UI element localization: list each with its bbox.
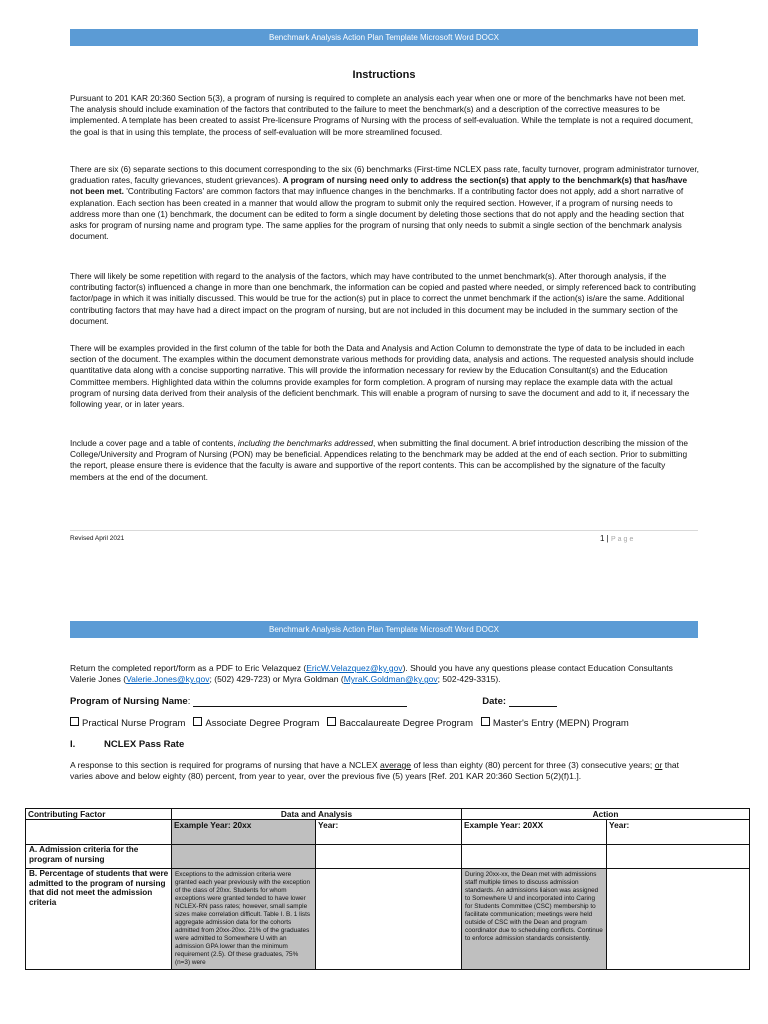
paragraph-2-start: There are six (6) separate sections to this document corresponding to the six (6) benchmarks (First-time NCLEX pass rate, faculty turnover, program administrator turnover, graduation rates, faculty grievances, student grievances). <box>70 164 699 186</box>
program-type-options <box>70 717 629 729</box>
program-name-field[interactable] <box>193 696 407 707</box>
footer-divider <box>70 530 698 531</box>
page-word: Page <box>610 536 636 543</box>
response-underline-or: or <box>654 760 663 770</box>
row-b-example-action[interactable]: During 20xx-xx, the Dean met with admissions staff multiple times to discuss admission standards. An admissions liaison was assigned to Somewhere U and incorporated into Caring for Students Committee (CSC) membership to facilitate communication; meetings were held outside of CSC with the Dean and program coordinator due to scheduling conflicts. Continue to enforce admission standards consistently. <box>462 869 607 970</box>
row-b-year-data[interactable] <box>316 869 462 970</box>
subheader-example-year-data: Example Year: 20xx <box>172 820 316 845</box>
row-a-example-action[interactable] <box>462 845 607 869</box>
row-b-year-action[interactable] <box>607 869 750 970</box>
return-text-4: ; 502-429-3315). <box>437 674 501 685</box>
factor-b: B. Percentage of students that were admitted to the program of nursing that did not meet the admission criteria <box>26 869 172 970</box>
checkbox-baccalaureate-degree[interactable] <box>327 717 336 726</box>
program-name-label: Program of Nursing Name <box>70 696 188 707</box>
row-a-year-data[interactable] <box>316 845 462 869</box>
col-data-and-analysis: Data and Analysis <box>172 809 462 820</box>
response-text-3: that varies above and below eighty (80) percent, from year to year, over the previous five (5) years [Ref. 201 KAR 20:360 Section 5(2)(f)1.]. <box>70 760 680 782</box>
paragraph-5-end: , when submitting the final document. A brief introduction describing the mission of the College/University and Program of Nursing (PON) may be beneficial. Appendices relating to the benchmark may be added at the end of each section. Prior to submitting the report, please ensure there is evidence that the faculty is aware and supportive of the report contents. This can be accomplished by the signature of the faculty members at the end of the document. <box>70 438 689 482</box>
option-baccalaureate-degree: Baccalaureate Degree Program <box>339 718 473 729</box>
email-link-velazquez[interactable]: EricW.Velazquez@ky.gov <box>306 663 403 673</box>
checkbox-practical-nurse[interactable] <box>70 717 79 726</box>
table-row <box>26 869 750 970</box>
instructions-paragraph-4: There will be examples provided in the first column of the table for both the Data and Analysis and Action Column to demonstrate the type of data to be included in each section of the document. The examples within the document demonstrate various methods for providing data, analysis and actions. The requested analysis should include quantitative data along with a concise supporting narrative. This will provide the information necessary for review by the Education Consultant(s) and the Education Committee members. Highlighted data within the columns provide examples for form completion. A program of nursing may replace the example data with the actual program of nursing data derived from their analysis of the deficient benchmark. This will enable a program of nursing to save the document and add to it, if necessary the following year, or in later years. <box>70 343 694 410</box>
subheader-example-year-action: Example Year: 20XX <box>462 820 607 845</box>
return-text-3: ; (502) 429-723) or Myra Goldman ( <box>209 674 344 685</box>
paragraph-5-start: Include a cover page and a table of contents, <box>70 438 238 448</box>
row-a-example-data[interactable] <box>172 845 316 869</box>
subheader-year-action: Year: <box>607 820 750 845</box>
table-header-row <box>26 809 750 820</box>
section-response-text <box>70 760 700 783</box>
date-field[interactable] <box>509 696 557 707</box>
return-instructions <box>70 663 700 685</box>
section-title: NCLEX Pass Rate <box>104 739 185 750</box>
header-banner-page-2: Benchmark Analysis Action Plan Template Microsoft Word DOCX <box>70 621 698 638</box>
response-underline-average: average <box>380 760 412 770</box>
checkbox-masters-entry[interactable] <box>481 717 490 726</box>
instructions-paragraph-5 <box>70 438 700 483</box>
program-name-colon: : <box>187 696 193 707</box>
table-subheader-row <box>26 820 750 845</box>
section-heading <box>70 739 184 750</box>
subheader-year-data: Year: <box>316 820 462 845</box>
instructions-paragraph-3: There will likely be some repetition with regard to the analysis of the factors, which may have contributed to the unmet benchmark(s). After thorough analysis, if the contributing factor(s) influenced a change in more than one benchmark, the information can be copied and pasted where needed, or simply referenced back to contributing factor/page in which it was initially discussed. This would be true for the action(s) put in place to correct the unmet benchmark if the action(s) is/are the same. Additional contributing factors that may have had a direct impact on the program of nursing, but are not included in this document may be included in the summary section of the document. <box>70 271 696 326</box>
email-link-goldman[interactable]: MyraK.Goldman@ky.gov <box>343 674 438 685</box>
col-action: Action <box>462 809 750 820</box>
page-title: Instructions <box>352 69 416 81</box>
header-banner: Benchmark Analysis Action Plan Template Microsoft Word DOCX <box>70 29 698 46</box>
table-row <box>26 845 750 869</box>
page-number: 1 <box>600 534 605 543</box>
response-text-1: A response to this section is required for programs of nursing that have a NCLEX <box>70 760 381 770</box>
return-text-2: ). Should you have any questions please contact Education Consultants Valerie Jones ( <box>70 663 673 685</box>
program-name-row <box>70 696 557 707</box>
checkbox-associate-degree[interactable] <box>193 717 202 726</box>
section-number: I. <box>70 739 76 750</box>
instructions-paragraph-1: Pursuant to 201 KAR 20:360 Section 5(3), a program of nursing is required to complete an analysis each year when one or more of the benchmarks have not been met. The analysis should include examination of the factors that contributed to the failure to meet the benchmark(s) and a description of the corrective measures to be implemented. A template has been created to assist Pre-licensure Programs of Nursing with the process of self-evaluation. While the template is not a required document, the goal is that in using this template, the process of self-evaluation will be more streamlined focused. <box>70 93 694 137</box>
option-practical-nurse: Practical Nurse Program <box>82 718 186 729</box>
subheader-empty <box>26 820 172 845</box>
factor-a: A. Admission criteria for the program of nursing <box>26 845 172 869</box>
col-contributing-factor: Contributing Factor <box>26 809 172 820</box>
row-b-example-data[interactable]: Exceptions to the admission criteria were granted each year previously with the exception of the class of 20xx. Students for whom exceptions were granted tended to have lower NCLEX-RN pass rates; however, small sample sizes make correlation difficult. Table I. B. 1 lists aggregate admission data for the cohorts admitted from 20xx-20xx. 21% of the graduates were admitted to Somewhere U with an admission GPA lower than the minimum requirement (2.5). Of these graduates, 75% (n=3) were <box>172 869 316 970</box>
response-text-2: of less than eighty (80) percent for three (3) consecutive years; <box>411 760 655 770</box>
return-text-1: Return the completed report/form as a PDF to Eric Velazquez ( <box>70 663 307 673</box>
paragraph-2-end: 'Contributing Factors' are common factors that may influence changes in the benchmarks. If a contributing factor does not apply, add a short narrative of explanation. Each section has been created in a manner that would allow the program to submit only the required section. However, if a program of nursing needs to address more than one (1) benchmark, the document can be edited to form a single document by deleting those sections that do not apply and the heading section that asks for program of nursing name and program type. The same applies for the program of nursing that only needs to submit a single section of the benchmark analysis document. <box>70 186 684 242</box>
footer-revised-date: Revised April 2021 <box>70 535 125 542</box>
row-a-year-action[interactable] <box>607 845 750 869</box>
instructions-paragraph-2 <box>70 164 700 242</box>
email-link-jones[interactable]: Valerie.Jones@ky.gov <box>126 674 210 685</box>
paragraph-2-bold: A program of nursing need only to address the section(s) that apply to the benchmark(s) that has/have not been met. <box>70 175 688 197</box>
date-label: Date: <box>482 696 507 707</box>
option-masters-entry: Master's Entry (MEPN) Program <box>492 718 629 729</box>
nclex-analysis-table <box>25 808 750 970</box>
paragraph-5-italic: including the benchmarks addressed <box>237 438 374 448</box>
page-separator: | <box>604 534 611 543</box>
footer-page-number <box>600 534 635 543</box>
option-associate-degree: Associate Degree Program <box>205 718 320 729</box>
